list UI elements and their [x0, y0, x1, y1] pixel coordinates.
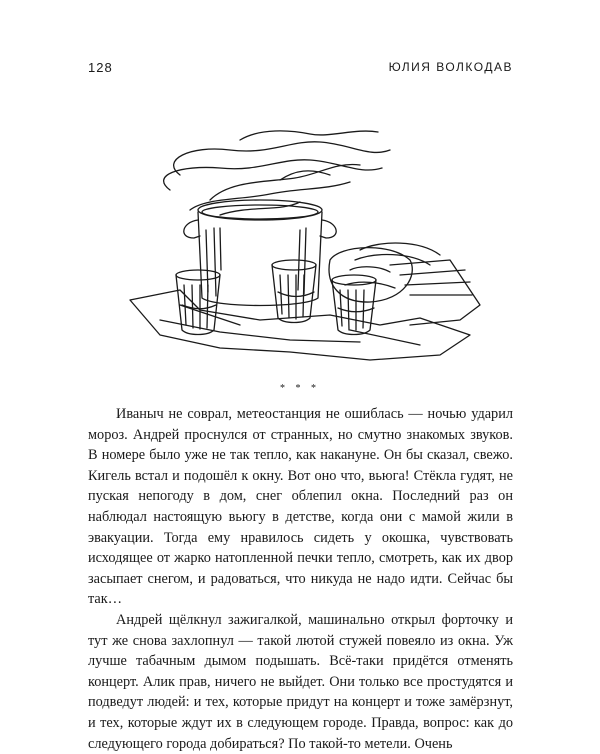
steam-swirls: [164, 131, 390, 215]
paragraph: Иваныч не соврал, метеостанция не ошиблась — ночью ударил мороз. Андрей проснулся от странных, но смутно знакомых звуков. В номере было уже не так тепло, как накануне. Он бы сказал, свежо. Кигель встал и подошёл к окну. Вот оно что, вьюга! Стёкла гудят, не пуская непогоду в дом, снег облепил окна. Последний раз он наблюдал настоящую вьюгу в детстве, когда они с мамой жили в эвакуации. Тогда ему нравилось сидеть у окошка, чувствовать исходящее от жарко натопленной печки тепло, смотреть, как их двор засыпает снегом, и радоваться, что никуда не надо идти. Сейчас бы так…: [88, 406, 513, 608]
glass-right: [332, 275, 376, 335]
page-header: [88, 60, 513, 82]
section-separator: * * *: [280, 383, 320, 394]
running-head-author: ЮЛИЯ ВОЛКОДАВ: [388, 60, 513, 74]
paragraph: Андрей щёлкнул зажигалкой, машинально открыл форточку и тут же снова захлопнул — такой лютой стужей повеяло из окна. Уж лучше табачным дымом подышать. Всё-таки придётся отменять концерт. Алик прав, ничего не выйдет. Они только все простудятся и подведут людей: и тех, которые придут на концерт и тоже замёрзнут, и тех, которые ждут их в следующем городе. Правда, вопрос: как до следующего города добираться? По такой-то метели. Очень: [88, 611, 513, 752]
page-number: 128: [88, 60, 113, 75]
body-text: [88, 404, 513, 754]
glass-middle: [272, 260, 316, 323]
pot-and-glasses-illustration: [120, 120, 500, 370]
